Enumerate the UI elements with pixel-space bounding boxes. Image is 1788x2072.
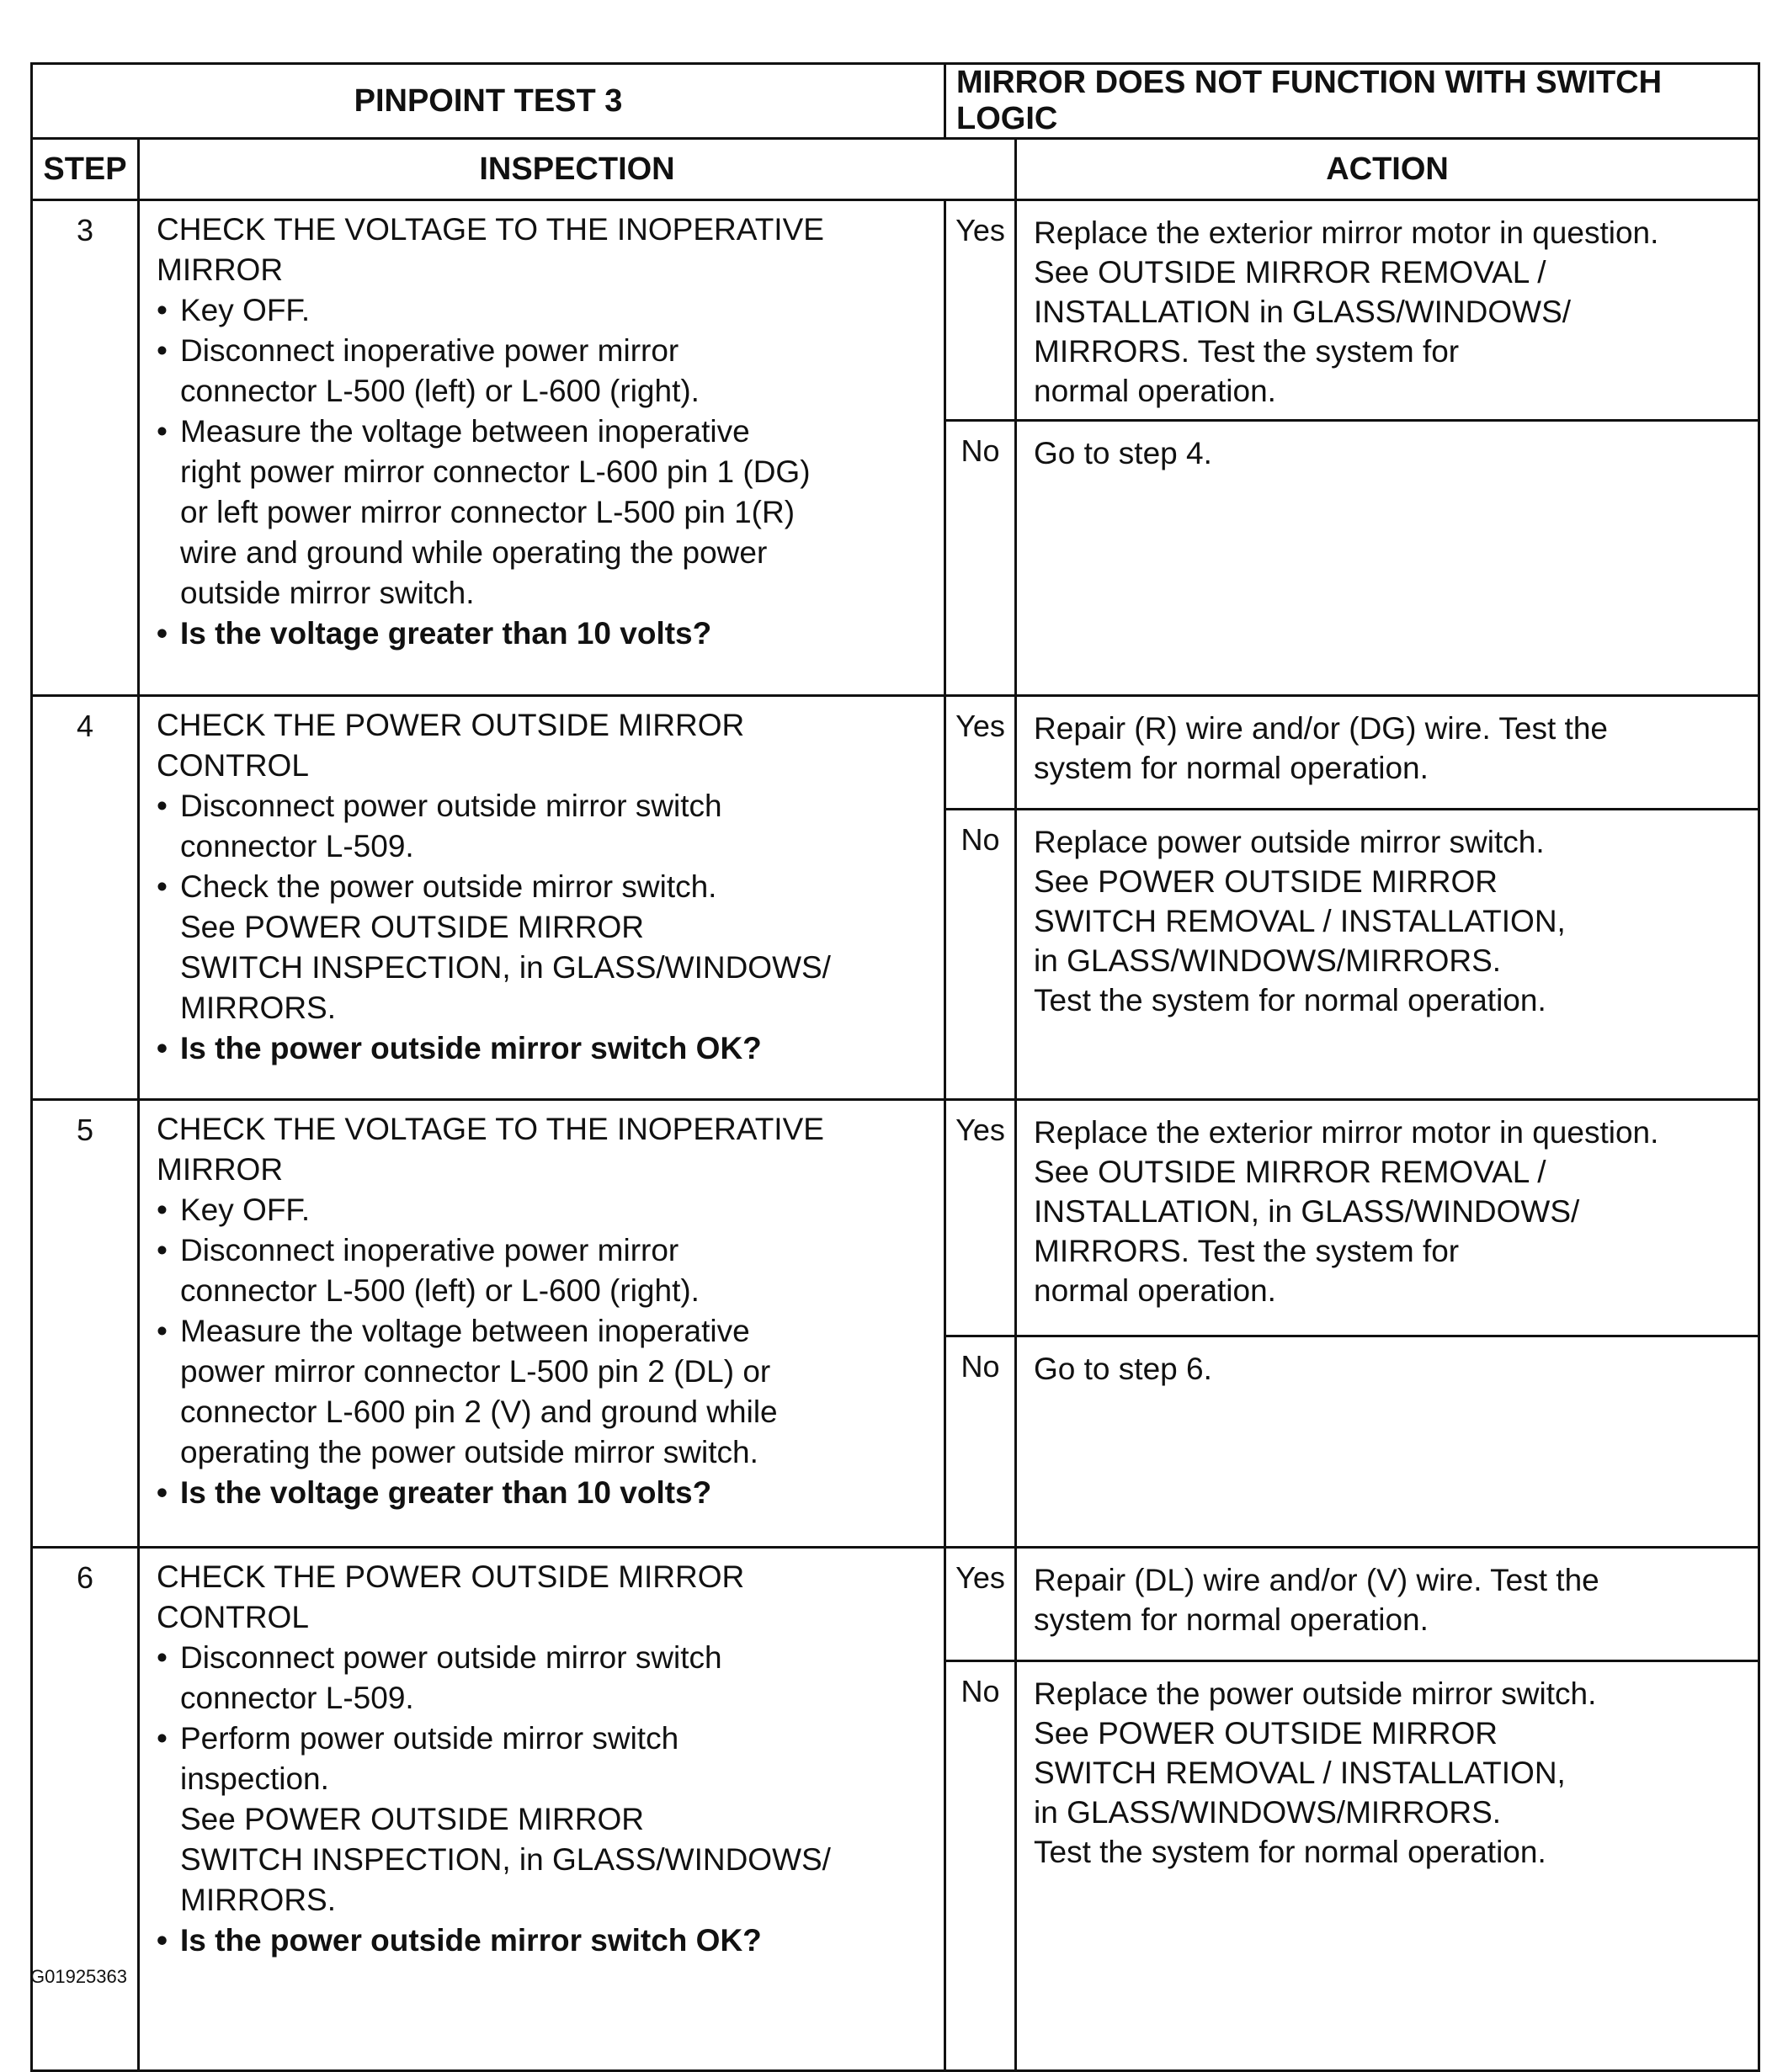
inspection-bullet-line: connector L-509. [180,1681,414,1715]
column-header-row [32,139,1759,200]
inspection-bullet [157,412,932,614]
no-action-line: SWITCH REMOVAL / INSTALLATION, [1034,904,1566,938]
inspection-question: • Is the voltage greater than 10 volts? [157,614,932,654]
inspection-bullet-line: connector L-509. [180,829,414,863]
step-number: 4 [32,696,139,1100]
pinpoint-test-label: PINPOINT TEST 3 [32,64,945,139]
inspection-bullet-line: SWITCH INSPECTION, in GLASS/WINDOWS/ [180,950,831,985]
inspection-bullet-line: • Check the power outside mirror switch. [180,869,717,904]
inspection-bullet [157,867,932,1028]
inspection-question: • Is the power outside mirror switch OK? [157,1921,932,1961]
inspection-cell [139,696,945,1100]
yes-action-line: Replace the exterior mirror motor in question. [1034,1115,1659,1150]
yes-label: Yes [945,696,1016,810]
no-action-line: in GLASS/WINDOWS/MIRRORS. [1034,943,1502,978]
inspection-heading-line: MIRROR [157,252,284,287]
action-column-header: ACTION [1016,139,1759,200]
inspection-bullet-line: • Key OFF. [180,1193,311,1227]
inspection-bullet-line: • Disconnect inoperative power mirror [180,333,679,368]
inspection-heading-line: CONTROL [157,1600,309,1634]
inspection-bullet-line: MIRRORS. [180,991,336,1025]
inspection-bullet [157,290,932,331]
no-action-line: Replace power outside mirror switch. [1034,825,1545,859]
inspection-cell [139,1100,945,1548]
yes-action-line: Repair (R) wire and/or (DG) wire. Test the [1034,711,1608,746]
yes-action-line: Repair (DL) wire and/or (V) wire. Test the [1034,1563,1599,1597]
inspection-bullet-line: inspection. [180,1761,329,1796]
step-row [32,1548,1759,1661]
pinpoint-test-title: MIRROR DOES NOT FUNCTION WITH SWITCH LOGIC [945,64,1759,139]
no-action-line: Test the system for normal operation. [1034,983,1546,1017]
inspection-bullets [157,1638,932,1961]
yes-action-line: Replace the exterior mirror motor in question. [1034,215,1659,250]
no-action-line: in GLASS/WINDOWS/MIRRORS. [1034,1795,1502,1830]
inspection-bullet-line: • Disconnect inoperative power mirror [180,1233,679,1267]
yes-action-line: MIRRORS. Test the system for [1034,334,1460,369]
steps-body [32,200,1759,2071]
no-action-line: Replace the power outside mirror switch. [1034,1676,1597,1711]
no-action [1016,421,1759,696]
yes-action-line: system for normal operation. [1034,751,1429,785]
inspection-bullet-line: • Measure the voltage between inoperative [180,414,750,449]
yes-action [1016,696,1759,810]
pinpoint-test-table [30,62,1760,2072]
yes-action-line: normal operation. [1034,374,1276,408]
yes-action-line: See OUTSIDE MIRROR REMOVAL / [1034,255,1546,290]
inspection-bullets [157,1190,932,1513]
step-number: 6 [32,1548,139,2071]
inspection-bullet-line: right power mirror connector L-600 pin 1 (DG) [180,454,811,489]
inspection-heading-line: CHECK THE VOLTAGE TO THE INOPERATIVE [157,1112,824,1146]
inspection-heading [157,705,932,786]
inspection-bullet [157,331,932,412]
figure-code: G01925363 [30,1966,127,1987]
inspection-bullet-line: • Disconnect power outside mirror switch [180,1640,722,1675]
yes-action-line: INSTALLATION, in GLASS/WINDOWS/ [1034,1194,1580,1229]
no-label: No [945,1336,1016,1548]
yes-action [1016,200,1759,421]
yes-action [1016,1100,1759,1336]
no-action [1016,1661,1759,2071]
inspection-bullet [157,1230,932,1311]
no-action-line: SWITCH REMOVAL / INSTALLATION, [1034,1756,1566,1790]
inspection-bullet-line: power mirror connector L-500 pin 2 (DL) or [180,1354,771,1389]
inspection-heading [157,1109,932,1190]
inspection-heading-line: CONTROL [157,748,309,783]
inspection-bullet-line: outside mirror switch. [180,576,475,610]
title-row [32,64,1759,139]
inspection-bullet-line: See POWER OUTSIDE MIRROR [180,910,644,944]
inspection-bullet [157,1311,932,1473]
yes-action-line: system for normal operation. [1034,1602,1429,1637]
yes-label: Yes [945,200,1016,421]
no-label: No [945,1661,1016,2071]
inspection-heading [157,210,932,290]
inspection-bullet-line: See POWER OUTSIDE MIRROR [180,1802,644,1836]
inspection-bullet-line: • Measure the voltage between inoperative [180,1314,750,1348]
inspection-bullet-line: • Perform power outside mirror switch [180,1721,679,1756]
step-number: 3 [32,200,139,696]
inspection-heading-line: CHECK THE POWER OUTSIDE MIRROR [157,708,745,742]
step-row [32,200,1759,421]
inspection-bullet-line: • Key OFF. [180,293,311,327]
no-action-line: Go to step 6. [1034,1352,1212,1386]
yes-action-line: normal operation. [1034,1273,1276,1308]
inspection-bullet-line: connector L-500 (left) or L-600 (right). [180,374,700,408]
yes-label: Yes [945,1100,1016,1336]
no-action-line: Test the system for normal operation. [1034,1835,1546,1869]
yes-action [1016,1548,1759,1661]
step-column-header: STEP [32,139,139,200]
yes-label: Yes [945,1548,1016,1661]
inspection-bullet-line: • Disconnect power outside mirror switch [180,789,722,823]
step-row [32,696,1759,810]
inspection-cell [139,200,945,696]
inspection-bullets [157,290,932,654]
inspection-bullet-line: or left power mirror connector L-500 pin 1(R) [180,495,796,529]
yes-action-line: See OUTSIDE MIRROR REMOVAL / [1034,1155,1546,1189]
no-action-line: See POWER OUTSIDE MIRROR [1034,1716,1498,1751]
inspection-bullet-line: MIRRORS. [180,1883,336,1917]
inspection-bullet [157,786,932,867]
inspection-bullet-line: operating the power outside mirror switch. [180,1435,758,1469]
inspection-cell [139,1548,945,2071]
inspection-bullet-line: connector L-500 (left) or L-600 (right). [180,1273,700,1308]
inspection-bullet-line: wire and ground while operating the power [180,535,768,570]
inspection-question: • Is the voltage greater than 10 volts? [157,1473,932,1513]
inspection-bullet-line: SWITCH INSPECTION, in GLASS/WINDOWS/ [180,1842,831,1877]
no-label: No [945,810,1016,1100]
inspection-heading-line: MIRROR [157,1152,284,1187]
step-number: 5 [32,1100,139,1548]
pinpoint-test-document [30,62,1758,2072]
yes-action-line: MIRRORS. Test the system for [1034,1234,1460,1268]
inspection-heading-line: CHECK THE VOLTAGE TO THE INOPERATIVE [157,212,824,247]
inspection-bullet-line: connector L-600 pin 2 (V) and ground while [180,1395,778,1429]
inspection-bullets [157,786,932,1069]
step-row [32,1100,1759,1336]
yes-action-line: INSTALLATION in GLASS/WINDOWS/ [1034,295,1572,329]
inspection-heading-line: CHECK THE POWER OUTSIDE MIRROR [157,1559,745,1594]
inspection-bullet [157,1190,932,1230]
inspection-column-header: INSPECTION [139,139,1016,200]
no-action [1016,810,1759,1100]
inspection-question: • Is the power outside mirror switch OK? [157,1028,932,1069]
no-label: No [945,421,1016,696]
inspection-heading [157,1557,932,1638]
no-action [1016,1336,1759,1548]
inspection-bullet [157,1719,932,1921]
inspection-bullet [157,1638,932,1719]
no-action-line: Go to step 4. [1034,436,1212,470]
no-action-line: See POWER OUTSIDE MIRROR [1034,864,1498,899]
